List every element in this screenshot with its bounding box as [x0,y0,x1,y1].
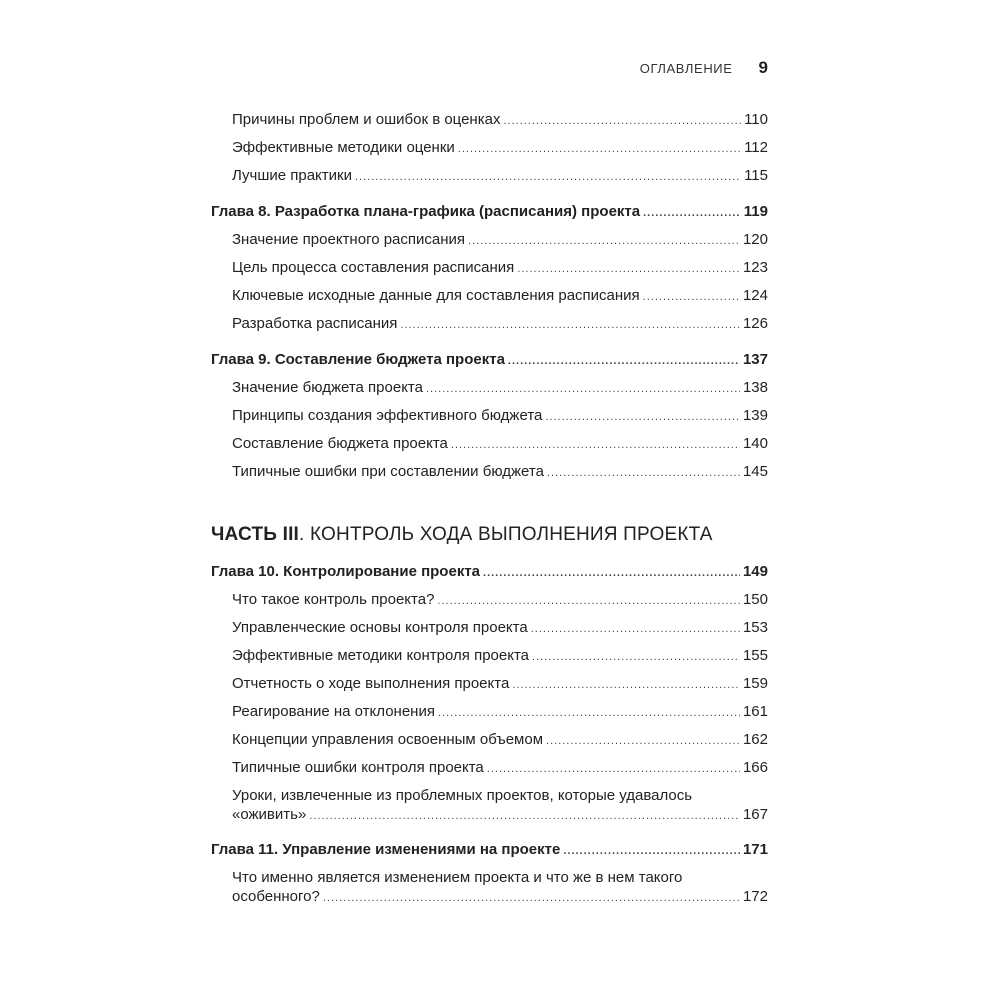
page-number: 9 [758,58,768,77]
toc-entry-page: 145 [742,463,768,480]
toc-entry-title: Лучшие практики [232,167,352,184]
toc-entry-title: Цель процесса составления расписания [232,259,515,276]
toc-entry-title: Эффективные методики контроля проекта [232,647,529,664]
part-heading[interactable] [211,520,768,550]
toc-chapter-page: 149 [742,563,768,580]
dot-leader [323,889,740,908]
toc-entry[interactable] [211,458,768,486]
dot-leader [309,807,740,826]
dot-leader [458,135,741,163]
toc-entry-title: Разработка расписания [232,315,398,332]
toc-entry[interactable] [211,162,768,190]
toc-chapter-page: 171 [742,841,768,858]
toc-entry-page: 162 [742,731,768,748]
toc-entry-title-line2: «оживить» [232,806,307,823]
dot-leader [437,587,740,615]
toc-entry-page: 167 [742,806,768,823]
toc-entry-title: Типичные ошибки контроля проекта [232,759,484,776]
toc-entry[interactable] [211,430,768,458]
dot-leader [531,615,740,643]
dot-leader [547,459,740,487]
dot-leader [483,559,740,587]
page-header [0,58,768,78]
toc-entry-title: Отчетность о ходе выполнения проекта [232,675,510,692]
toc-entry-page: 150 [742,591,768,608]
toc-chapter-title: Глава 8. Разработка плана-графика (расписания) проекта [211,203,641,220]
toc-chapter-11[interactable] [211,836,768,864]
dot-leader [546,727,740,755]
toc-entry-title: Принципы создания эффективного бюджета [232,407,543,424]
dot-leader [468,227,740,255]
running-title: ОГЛАВЛЕНИЕ [639,61,733,76]
toc-entry-title-line1: Уроки, извлеченные из проблемных проектов, которые удавалось [232,787,693,804]
toc-chapter-8[interactable] [211,198,768,226]
toc-entry-page: 140 [742,435,768,452]
toc-entry[interactable] [211,134,768,162]
dot-leader [508,347,740,375]
toc-entry-page: 159 [742,675,768,692]
toc-entry-title: Значение проектного расписания [232,231,466,248]
toc-entry-page: 112 [744,139,768,156]
part-label: ЧАСТЬ III [211,524,300,545]
toc-entry-page: 138 [742,379,768,396]
toc-chapter-10[interactable] [211,558,768,586]
toc-entry-page: 123 [742,259,768,276]
dot-leader [426,375,740,403]
toc-entry-title: Причины проблем и ошибок в оценках [232,111,501,128]
toc-entry-title: Составление бюджета проекта [232,435,448,452]
toc-entry-multiline[interactable] [211,786,768,824]
dot-leader [532,643,740,671]
dot-leader [643,199,741,227]
toc-entry-page: 120 [742,231,768,248]
toc-chapter-title: Глава 10. Контролирование проекта [211,563,481,580]
toc-chapter-title: Глава 11. Управление изменениями на проекте [211,841,561,858]
toc-entry[interactable] [211,726,768,754]
toc-entry[interactable] [211,310,768,338]
part-title-text: . КОНТРОЛЬ ХОДА ВЫПОЛНЕНИЯ ПРОЕКТА [299,524,713,545]
toc-entry-title: Типичные ошибки при составлении бюджета [232,463,544,480]
toc-chapter-page: 119 [743,203,768,220]
toc-entry[interactable] [211,754,768,782]
dot-leader [438,699,740,727]
toc-entry-page: 115 [744,167,768,184]
toc-entry-title: Что такое контроль проекта? [232,591,435,608]
toc-entry-page: 110 [744,111,768,128]
toc-entry-page: 126 [742,315,768,332]
dot-leader [517,255,740,283]
dot-leader [487,755,740,783]
dot-leader [451,431,740,459]
toc-entry-title: Реагирование на отклонения [232,703,435,720]
table-of-contents [211,106,768,912]
dot-leader [643,283,740,311]
toc-entry-title-line2: особенного? [232,888,320,905]
dot-leader [503,107,741,135]
toc-entry-title: Управленческие основы контроля проекта [232,619,528,636]
toc-entry[interactable] [211,374,768,402]
toc-entry-title: Значение бюджета проекта [232,379,423,396]
dot-leader [563,837,740,865]
toc-entry[interactable] [211,402,768,430]
toc-entry-page: 153 [742,619,768,636]
toc-entry-page: 139 [742,407,768,424]
toc-entry-title: Концепции управления освоенным объемом [232,731,544,748]
toc-entry-page: 166 [742,759,768,776]
toc-entry[interactable] [211,106,768,134]
toc-entry[interactable] [211,642,768,670]
toc-entry-page: 172 [742,888,768,905]
dot-leader [512,671,740,699]
toc-entry-title-line1: Что именно является изменением проекта и что же в нем такого [232,869,683,886]
toc-entry[interactable] [211,698,768,726]
toc-chapter-page: 137 [742,351,768,368]
toc-entry[interactable] [211,254,768,282]
toc-entry-title: Ключевые исходные данные для составления расписания [232,287,640,304]
dot-leader [545,403,740,431]
toc-entry[interactable] [211,614,768,642]
toc-entry[interactable] [211,586,768,614]
toc-entry[interactable] [211,226,768,254]
toc-entry-page: 124 [742,287,768,304]
toc-entry[interactable] [211,282,768,310]
dot-leader [400,311,740,339]
toc-entry[interactable] [211,670,768,698]
toc-entry-title: Эффективные методики оценки [232,139,455,156]
toc-entry-page: 161 [742,703,768,720]
dot-leader [355,163,741,191]
toc-chapter-title: Глава 9. Составление бюджета проекта [211,351,505,368]
toc-entry-page: 155 [742,647,768,664]
toc-entry-multiline[interactable] [211,868,768,906]
toc-chapter-9[interactable] [211,346,768,374]
